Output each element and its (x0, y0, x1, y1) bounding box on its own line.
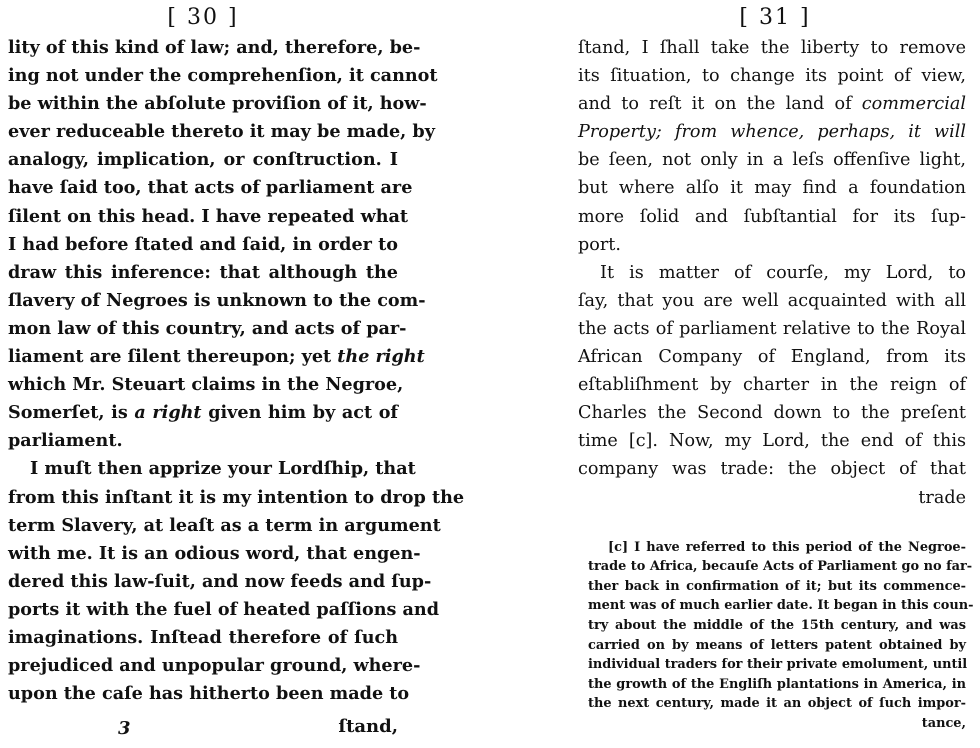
text-line: but where alſo it may find a foundation (578, 178, 966, 199)
text-line: the acts of parliament relative to the Royal (578, 318, 966, 339)
footnote-line: [c] I have referred to this period of the Negroe- (608, 539, 966, 555)
text-line: upon the caſe has hitherto been made to (8, 683, 410, 705)
text-line: prejudiced and unpopular ground, where- (8, 655, 421, 677)
text-span: Somerſet, is (8, 402, 128, 424)
text-line: lity of this kind of law; and, therefore, be- (8, 37, 421, 58)
left-page-footer (8, 714, 398, 744)
text-line: ſay, that you are well acquainted with all (578, 290, 966, 311)
text-span: liament are ſilent thereupon; yet (8, 346, 332, 368)
text-line: ports it with the fuel of heated paſſions and (8, 598, 440, 620)
text-line: with me. It is an odious word, that engen- (8, 542, 421, 564)
text-line (8, 399, 398, 427)
right-page (570, 0, 980, 748)
text-line: I muſt then apprize your Lordſhip, that (30, 458, 416, 480)
text-line: mon law of this country, and acts of par- (8, 317, 407, 339)
text-line: company was trade: the object of that (578, 459, 966, 480)
text-line: more ſolid and ſubſtantial for its ſup- (578, 206, 966, 227)
footnote-line: tance, (921, 715, 966, 731)
text-line: imaginations. Inſtead therefore of ſuch (8, 626, 398, 648)
footnote-line: trade to Africa, becauſe Acts of Parliament go no far- (588, 559, 973, 575)
left-page (0, 0, 465, 748)
italic-the-right: the right (337, 346, 425, 368)
text-line: be ſeen, not only in a leſs offenſive light, (578, 150, 966, 171)
text-line (8, 343, 425, 371)
catchword: trade (918, 487, 966, 508)
text-line: ſtand, I ſhall take the liberty to remove (578, 38, 966, 58)
text-line: ing not under the comprehenſion, it cannot (8, 65, 438, 87)
text-line: have ſaid too, that acts of parliament are (8, 177, 413, 199)
text-line: ſlavery of Negroes is unknown to the com- (8, 289, 426, 311)
text-line: which Mr. Steuart claims in the Negroe, (8, 374, 404, 396)
footnote-line: ment was of much earlier date. It began in this coun- (588, 598, 974, 614)
footnote (578, 538, 974, 734)
text-line: be within the abſolute proviſion of it, how- (8, 93, 427, 115)
text-line: African Company of England, from its (578, 347, 966, 368)
signature-mark: 3 (118, 718, 131, 739)
text-line: It is matter of courſe, my Lord, to (600, 262, 966, 283)
text-span: given him by act of (208, 402, 398, 424)
text-line: its ſituation, to change its point of view, (578, 66, 966, 87)
left-page-number: [ 30 ] (167, 5, 239, 30)
text-line: ever reduceable thereto it may be made, by (8, 121, 435, 143)
right-page-number: [ 31 ] (739, 5, 811, 30)
footnote-line: carried on by means of letters patent obtained by (588, 637, 966, 653)
footnote-line: try about the middle of the 15th century, and was (588, 617, 966, 633)
text-line: Charles the Second down to the preſent (578, 403, 966, 424)
text-line: term Slavery, at leaſt as a term in argument (8, 514, 441, 536)
footnote-line: individual traders for their private emolument, until (588, 657, 968, 673)
text-line: dered this law-ſuit, and now feeds and ſup- (8, 570, 432, 592)
text-line: draw this inference: that although the (8, 261, 398, 283)
text-line: time [c]. Now, my Lord, the end of this (578, 431, 966, 452)
footnote-line: ther back in confirmation of it; but its commence- (588, 578, 966, 594)
text-line: from this inſtant it is my intention to drop the (8, 486, 465, 508)
italic-a-right: a right (134, 402, 202, 424)
text-span: and to reſt it on the land of (578, 94, 852, 115)
text-line: parliament. (8, 430, 123, 452)
text-line: I had before ſtated and ſaid, in order to (8, 233, 398, 255)
text-line: ſilent on this head. I have repeated what (8, 205, 409, 227)
footnote-line: the next century, made it an object of ſuch impor- (588, 696, 966, 712)
footnote-line: the growth of the Engliſh plantations in America, in (588, 676, 966, 692)
text-line (578, 90, 966, 118)
text-line: Property; from whence, perhaps, it will (578, 122, 966, 143)
text-line: eſtabliſhment by charter in the reign of (578, 375, 966, 396)
text-line: port. (578, 234, 621, 255)
text-line: analogy, implication, or conſtruction. I (8, 149, 398, 171)
catchword: ſtand, (338, 716, 398, 737)
italic-commercial: commercial (861, 94, 966, 115)
